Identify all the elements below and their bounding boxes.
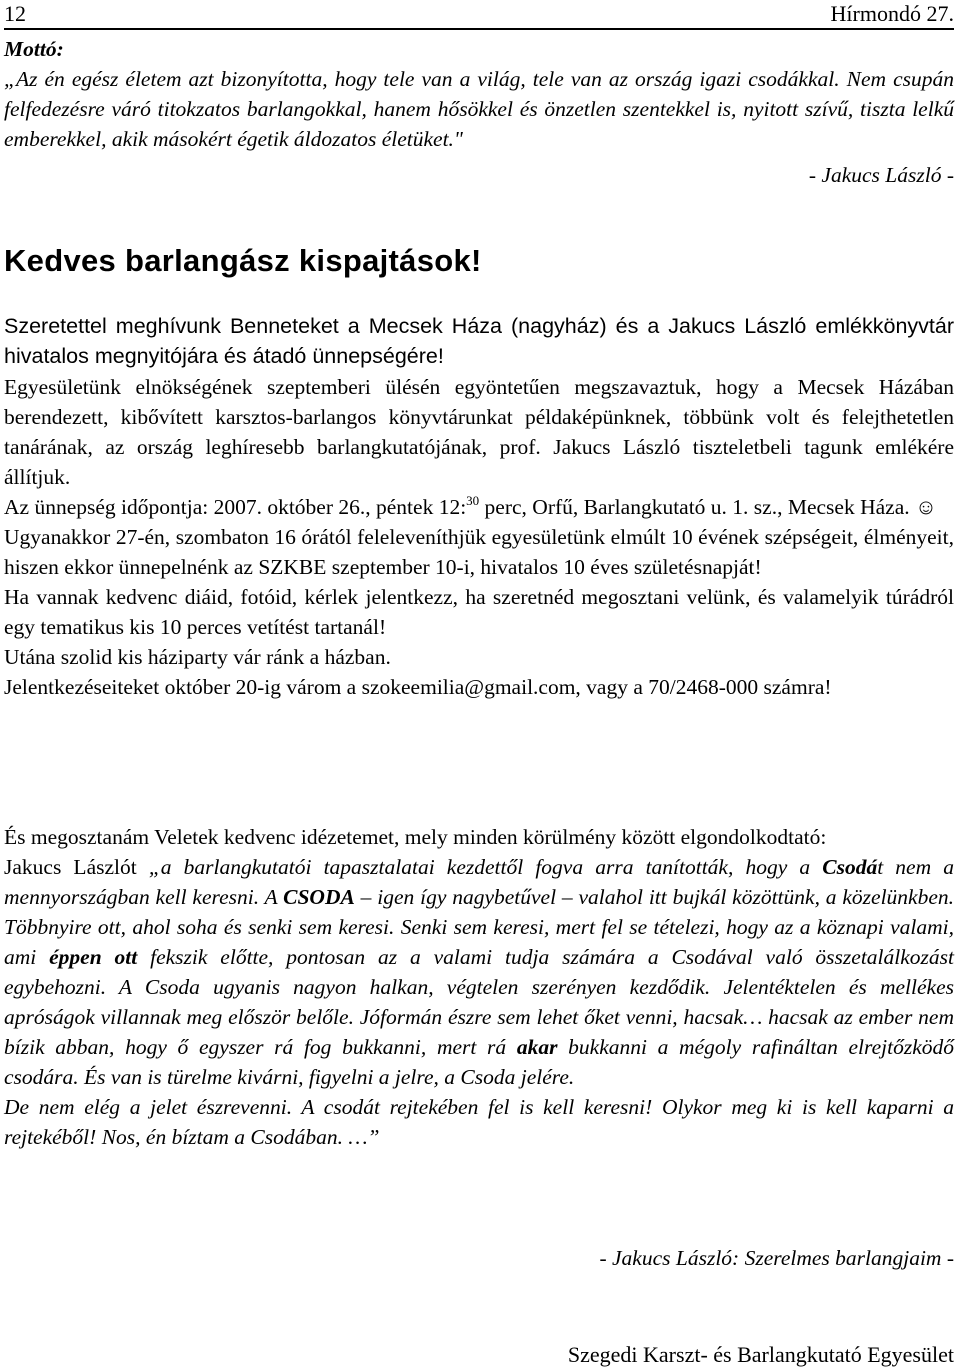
event-time-paragraph — [4, 492, 954, 522]
quote-text — [4, 855, 954, 1089]
quote-emphasis: éppen ott — [49, 945, 138, 969]
quote-emphasis: CSODA — [283, 885, 355, 909]
quote-intro — [4, 822, 954, 852]
body-paragraph: Utána szolid kis háziparty vár ránk a házban. — [4, 645, 391, 669]
quote-author: - Jakucs László: Szerelmes barlangjaim - — [599, 1246, 954, 1270]
quote-intro-text: És megosztanám Veletek kedvenc idézetemet, mely minden körülmény között elgondolkodtató: — [4, 825, 827, 849]
quote-block — [4, 822, 954, 1152]
quote-emphasis: Csodá — [822, 855, 878, 879]
quote-closing: De nem elég a jelet észrevenni. A csodát rejtekében fel is kell keresni! Olykor meg ki is kell kaparni a rejtekéből! Nos, én bíztam a Csodában. …” — [4, 1095, 954, 1149]
quote-segment: – igen így nagybetűvel – valahol itt bujkál közöttünk, a közelünkben. Többnyire ott, ahol soha és senki sem keresi. Senki sem keresi, mert fel se tételezi, hogy az a köznapi valami, ami — [4, 885, 955, 969]
quote-segment: t nem a mennyországban kell keresni. A — [4, 855, 954, 909]
event-time-minutes: 30 — [466, 493, 480, 508]
page-footer: Szegedi Karszt- és Barlangkutató Egyesület — [567, 1342, 954, 1367]
motto-author: - Jakucs László - — [808, 163, 954, 187]
quote-lead: Jakucs Lászlót — [4, 855, 149, 879]
page-number: 12 — [4, 1, 26, 26]
invitation-heading: Kedves barlangász kispajtások! — [4, 243, 482, 278]
quote-paragraph — [4, 852, 954, 1092]
quote-segment: „a barlangkutatói tapasztalatai kezdettől fogva arra tanították, hogy a — [148, 855, 823, 879]
body-paragraph: Ugyanakkor 27-én, szombaton 16 órától feleleveníthjük egyesületünk elmúlt 10 évének szépségeit, élményeit, hiszen ekkor ünnepelnénk az SZKBE szeptember 10-i, hivatalos 10 éves születésnapját! — [4, 525, 954, 579]
invitation-intro: Szeretettel meghívunk Benneteket a Mecsek Háza (nagyház) és a Jakucs László emlékkönyvtár hivatalos megnyitójára és átadó ünnepségére! — [4, 314, 954, 368]
quote-emphasis: akar — [516, 1035, 558, 1059]
contact-paragraph: Jelentkezéseiteket október 20-ig várom a szokeemilia@gmail.com, vagy a 70/2468-000 számra! — [4, 675, 832, 699]
event-time-text: Az ünnepség időpontja: 2007. október 26., péntek 12: — [4, 495, 467, 519]
motto-label: Mottó: — [4, 37, 64, 61]
body-paragraph: Ha vannak kedvenc diáid, fotóid, kérlek jelentkezz, ha szeretnéd megosztani velünk, és valamelyik túrádról egy tematikus kis 10 perces vetítést tartanál! — [4, 585, 954, 639]
page-header — [4, 2, 954, 30]
event-location-text: perc, Orfű, Barlangkutató u. 1. sz., Mecsek Háza. ☺ — [479, 495, 937, 519]
body-paragraph: Egyesületünk elnökségének szeptemberi ülésén egyöntetűen megszavaztuk, hogy a Mecsek Házában berendezett, kibővített karsztos-barlangos könyvtárunkat példaképünknek, többünk volt és felejthetetlen tanárának, az ország leghíresebb barlangkutatójának, prof. Jakucs László tiszteletbeli tagunk emlékére állítjuk. — [4, 375, 954, 489]
quote-segment: fekszik előtte, pontosan az a valami tudja számára a Csodával való összetalálkozást egybehozni. A Csoda ugyanis nagyon halkan, végtelen szerényen kezdődik. Jelentéktelen és mellékes apróságok villannak meg először belőle. Jóformán észre sem lehet őket venni, hacsak… hacsak az ember nem bízik abban, hogy ő egyszer rá fog bukkanni, mert rá — [4, 945, 955, 1059]
motto-text: „Az én egész életem azt bizonyította, hogy tele van a világ, tele van az ország igazi csodákkal. Nem csupán felfedezésre váró titokzatos barlangokkal, hanem hősökkel és önzetlen szentekkel is, nyitott szívű, tiszta lelkű emberekkel, akik másokért égetik áldozatos életüket." — [4, 67, 954, 151]
motto-block — [4, 34, 954, 190]
publication-title: Hírmondó 27. — [830, 1, 954, 26]
quote-segment: bukkanni a mégoly rafináltan elrejtőzködő csodára. És van is türelme kivárni, figyelni a jelre, a Csoda jelére. — [4, 1035, 954, 1089]
invitation-body — [4, 372, 954, 702]
